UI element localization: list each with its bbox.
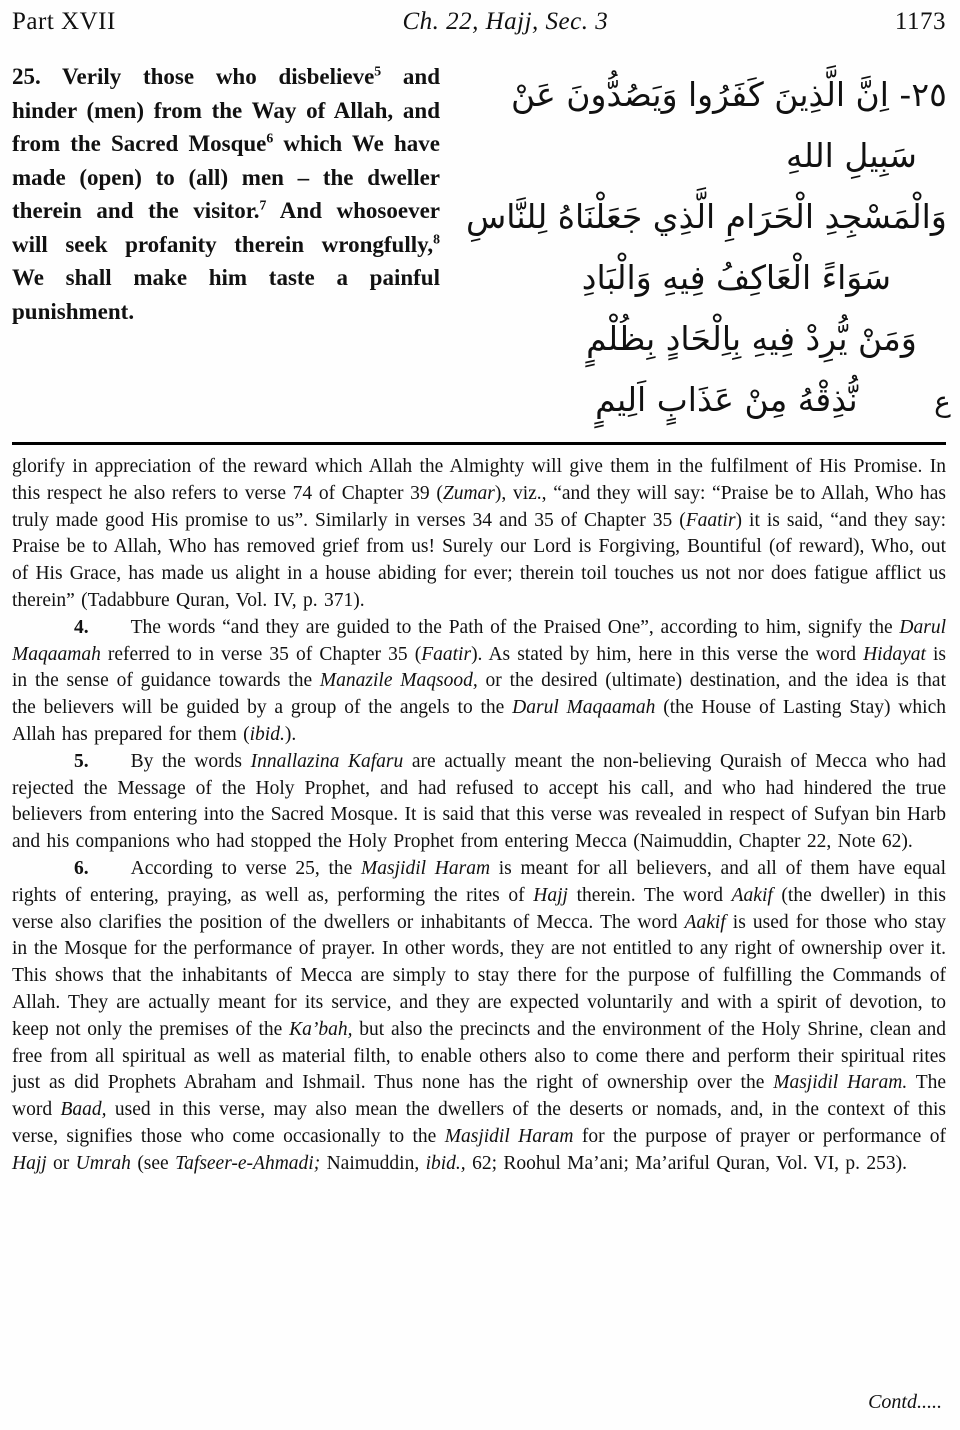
text-run: which We have made (open) to (all) men – the dweller therein and the visitor.	[12, 131, 440, 223]
text-run: 25. Verily those who disbelieve	[12, 64, 375, 89]
text-run: Umrah	[75, 1152, 131, 1174]
arabic-line: وَمَنْ يُّرِدْ فِيهِ بِاِلْحَادٍ بِظُلْمٍ	[586, 319, 917, 358]
text-run: but also the precincts and the environment of the Holy Shrine, clean and free from all spiritual as well as material filth, to enable others also to come there and perform their spiritual rites just as did Prophets Abraham and Ishmail. Thus none has the right of ownership over the	[12, 1018, 946, 1094]
text-run: Masjidil Haram	[444, 1125, 574, 1147]
text-run: We shall make him taste a painful punishment.	[12, 265, 440, 324]
text-run: ibid.	[249, 723, 285, 745]
note-paragraph	[12, 856, 946, 1178]
header-part-label: Part XVII	[12, 8, 116, 35]
continuation-paragraph	[12, 454, 946, 615]
page-header	[12, 8, 946, 36]
verse-english-translation	[12, 60, 440, 430]
footnote-reference: 8	[433, 230, 440, 246]
text-run: therein. The word	[567, 884, 732, 906]
verse-arabic-text	[466, 60, 951, 430]
divider-rule	[12, 442, 946, 445]
text-run: Hajj	[12, 1152, 47, 1174]
text-run: Ka’bah,	[289, 1018, 353, 1040]
text-run: (the House of Lasting Stay) which Allah has prepared for them (	[12, 697, 946, 745]
text-run: ).	[284, 723, 297, 745]
text-run: is used for those who stay in the Mosque for the performance of prayer. In other words, they are not entitled to any right of ownership over it. This shows that the inhabitants of Mecca are simply to stay there for the purpose of fulfilling the Commands of Allah. They are actually meant for its service, and they are expected voluntarily and with a spirit of devotion, to keep not only the premises of the	[12, 911, 946, 1040]
text-run: Naimuddin,	[320, 1152, 426, 1174]
arabic-line: وَالْمَسْجِدِ الْحَرَامِ الَّذِي جَعَلْنَاهُ لِلنَّاسِ	[466, 197, 947, 236]
note-paragraph	[12, 615, 946, 749]
commentary-notes	[12, 454, 946, 1178]
ruku-marker: ع	[934, 385, 951, 418]
text-run: Masjidil Haram.	[773, 1072, 908, 1094]
text-run: Baad,	[60, 1099, 107, 1121]
text-run: Faatir	[685, 509, 736, 531]
text-run: ). As stated by him, here in this verse the word	[471, 643, 864, 665]
text-run: or the desired (ultimate) destination, and the idea is that the believers will be guided by a group of the angels to the	[12, 670, 947, 719]
note-number: 5.	[74, 750, 89, 772]
text-run: for the purpose of prayer or performance of	[573, 1125, 946, 1147]
text-run: are actually meant the non-believing Quraish of Mecca who had rejected the Message of the Holy Prophet, and had refused to accept his call, and who had hindered the true believers from entering into the Sacred Mosque. It is said that this verse was revealed in respect of Sufyan bin Harb and his companions who had stopped the Holy Prophet from entering Mecca (Naimuddin, Chapter 22, Note 62).	[12, 750, 946, 853]
text-run: According to verse 25, the	[130, 857, 362, 879]
text-run: Tafseer-e-Ahmadi;	[175, 1152, 321, 1174]
text-run: (the dweller) in this verse also clarifies the position of the dwellers or inhabitants of Mecca. The word	[12, 884, 946, 933]
text-run: Zumar	[442, 482, 495, 504]
text-run: ibid.,	[425, 1152, 466, 1174]
header-chapter-title: Ch. 22, Hajj, Sec. 3	[402, 8, 609, 35]
arabic-line: ٢٥- اِنَّ الَّذِينَ كَفَرُوا وَيَصُدُّونَ عَنْ	[510, 75, 947, 114]
text-run: 62; Roohul Ma’ani; Ma’ariful Quran, Vol. VI, p. 253).	[465, 1152, 908, 1174]
text-run: Darul Maqaamah	[512, 697, 656, 719]
text-run: and hinder (men) from the Way of Allah, and from the Sacred Mosque	[12, 64, 440, 156]
text-run: The word	[12, 1072, 947, 1121]
footnote-reference: 5	[374, 63, 382, 79]
text-run: used in this verse, may also mean the dwellers of the deserts or nomads, and, in the context of this verse, signifies those who come occasionally to the	[12, 1099, 946, 1147]
text-run: Innallazina Kafaru	[250, 750, 404, 772]
verse-section	[12, 60, 951, 430]
text-run: or	[46, 1152, 76, 1174]
text-run: is in the sense of guidance towards the	[12, 643, 946, 692]
text-run: ), viz., “and they will say: “Praise be to Allah, Who has truly made good His promise to us”. Similarly in verses 34 and 35 of Chapter 35 (	[12, 482, 946, 531]
note-number: 4.	[74, 616, 89, 638]
footnote-reference: 6	[266, 130, 274, 146]
text-run: Faatir	[421, 643, 472, 665]
text-run: referred to in verse 35 of Chapter 35 (	[100, 643, 422, 665]
text-run: (see	[130, 1152, 176, 1174]
text-run: Hajj	[533, 884, 568, 906]
text-run: ) it is said, “and they say: Praise be to Allah, Who has removed grief from us! Surely our Lord is Forgiving, Bountiful (of reward), Who, out of His Grace, has made us alight in a house abiding for ever; therein toil touches us not nor does fatigue afflict us therein” (Tadabbure Quran, Vol. IV, p. 371).	[12, 509, 946, 611]
text-run: Darul Maqaamah	[12, 616, 946, 665]
text-run: is meant for all believers, and all of them have equal rights of entering, praying, as well as, performing the rites of	[12, 857, 947, 906]
arabic-lines	[466, 64, 947, 430]
footnote-reference: 7	[259, 197, 267, 213]
arabic-line: سَوَاءً الْعَاكِفُ فِيهِ وَالْبَادِ	[581, 258, 891, 297]
text-run: Masjidil Haram	[361, 857, 491, 879]
note-number: 6.	[74, 857, 89, 879]
text-run: The words “and they are guided to the Path of the Praised One”, according to him, signify the	[130, 616, 900, 638]
arabic-line: نُّذِقْهُ مِنْ عَذَابٍ اَلِيمٍ	[595, 380, 858, 419]
text-run: By the words	[130, 750, 251, 772]
header-page-number: 1173	[894, 8, 946, 35]
text-run: Manazile Maqsood,	[319, 670, 478, 692]
text-run: Hidayat	[863, 643, 926, 665]
note-paragraph	[12, 749, 946, 856]
text-run: glorify in appreciation of the reward which Allah the Almighty will give them in the fulfilment of His Promise. In this respect he also refers to verse 74 of Chapter 39 (	[12, 456, 946, 504]
contd-note: Contd.....	[868, 1391, 942, 1413]
text-run: And whosoever will seek profanity therein wrongfully,	[12, 198, 440, 257]
text-run: Aakif	[731, 884, 773, 906]
arabic-line: سَبِيلِ اللهِ	[786, 136, 917, 175]
text-run: Aakif	[684, 911, 726, 933]
